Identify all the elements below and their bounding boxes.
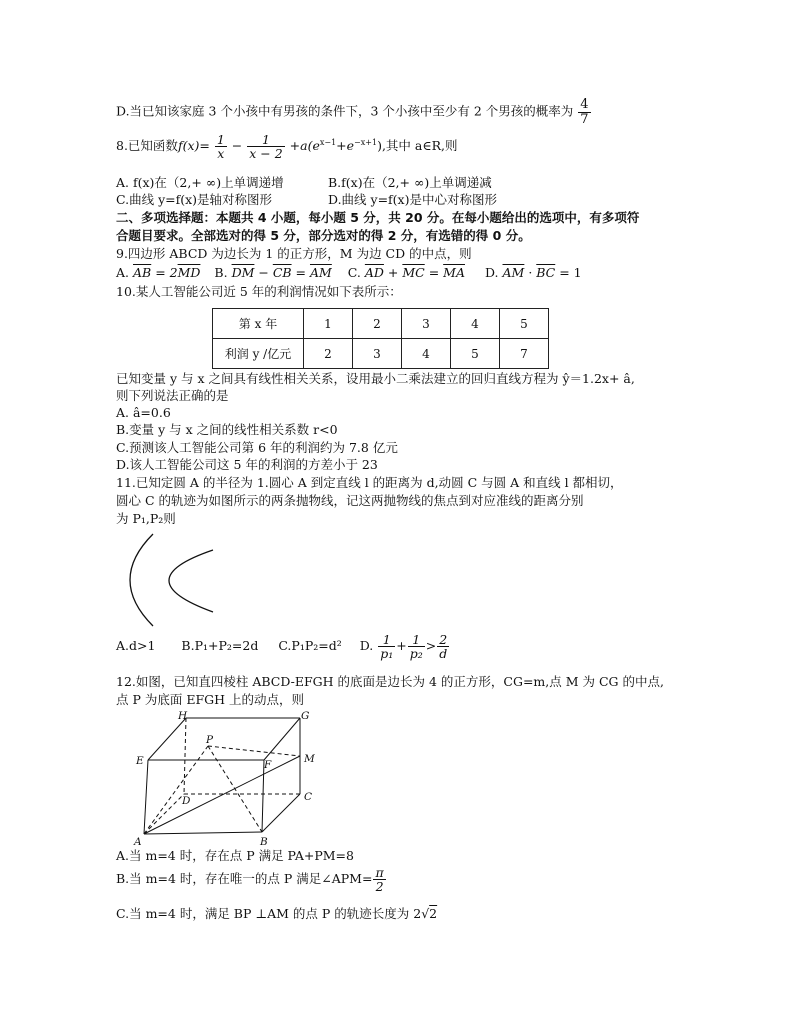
edge-he	[148, 718, 186, 760]
segment-ap	[144, 746, 208, 834]
fraction-1-x-2: $\frac{1}{x - 2}$	[249, 132, 283, 162]
section-heading-line2: 合题目要求。全部选对的得 5 分，部分选对的得 2 分，有选错的得 0 分。	[116, 228, 531, 243]
table-cell: 2	[353, 309, 402, 339]
q9-option-b: B. $\overline{DM} - \overline{CB} = \overline{AM}$	[214, 265, 332, 280]
fraction-pi-2: $\frac{\pi}{2}$	[375, 865, 384, 895]
table-cell: 1	[304, 309, 353, 339]
label-h: H	[178, 710, 188, 722]
label-f: F	[264, 759, 272, 771]
q9-option-c: C. $\overline{AD} + \overline{MC} = \overline{MA}$	[347, 265, 465, 280]
table-cell: 3	[402, 309, 451, 339]
table-cell: 3	[353, 339, 402, 369]
edge-hd-hidden	[184, 718, 186, 794]
q9-option-a: A. $\overline{AB} = 2\overline{MD}$	[116, 265, 201, 280]
label-p: P	[206, 734, 214, 746]
edge-ab	[144, 832, 262, 834]
parabola-figure	[115, 528, 225, 638]
fraction-4-7: $\frac{4}{7}$	[580, 97, 589, 127]
label-m: M	[304, 753, 315, 765]
fraction-1-x: $\frac{1}{x}$	[216, 132, 225, 162]
label-a: A	[134, 836, 142, 848]
parabola-right	[169, 550, 213, 612]
q11-line2: 圆心 C 的轨迹为如图所示的两条抛物线，记这两抛物线的焦点到对应准线的距离分别	[116, 493, 584, 508]
q9-option-d: D. $\overline{AM} \cdot \overline{BC} = 1$	[484, 265, 582, 280]
table-cell: 4	[451, 309, 500, 339]
q12-line1: 12.如图，已知直四棱柱 ABCD-EFGH 的底面是边长为 4 的正方形，CG=m,点 M 为 CG 的中点,	[116, 674, 664, 689]
segment-am	[144, 756, 300, 834]
q10-stem: 10.某人工智能公司近 5 年的利润情况如下表所示：	[116, 284, 402, 299]
q10-option-b: B.变量 y 与 x 之间的线性相关系数 r<0	[116, 422, 338, 437]
table-header-profit: 利润 y /亿元	[213, 339, 304, 369]
q9-stem: 9.四边形 ABCD 为边长为 1 的正方形，M 为边 CD 的中点，则	[116, 246, 472, 261]
table-cell: 5	[500, 309, 549, 339]
label-b: B	[260, 836, 268, 848]
q11-option-b: B.P₁+P₂=2d	[181, 638, 259, 654]
edge-ea	[144, 760, 148, 834]
sqrt-sign: √	[421, 906, 430, 921]
option-d-text: D.当已知该家庭 3 个小孩中有男孩的条件下，3 个小孩中至少有 2 个男孩的概率为	[116, 103, 574, 119]
q11-options	[116, 633, 450, 660]
q11-line1: 11.已知定圆 A 的半径为 1.圆心 A 到定直线 l 的距离为 d,动圆 C 与圆 A 和直线 l 都相切，	[116, 475, 623, 490]
q11-option-c: C.P₁P₂=d²	[278, 638, 342, 654]
section-heading-line1: 二、多项选择题：本题共 4 小题，每小题 5 分，共 20 分。在每小题给出的选项中，有多项符	[116, 210, 640, 225]
q8-stem: 8.已知函数f(x)= $\frac{1}{x}$ − $\frac{1}{x - 2}$ $+a(e^{x-1}+e^{-x+1})$,其中 a∈R,则	[116, 132, 458, 162]
label-g: G	[301, 710, 310, 722]
q11-option-a: A.d>1	[116, 638, 156, 654]
q8-option-d: D.曲线 y=f(x)是中心对称图形	[328, 192, 497, 207]
fraction-1-p1: $\frac{1}{\text{p₁}}$	[380, 632, 394, 662]
table-header-year: 第 x 年	[213, 309, 304, 339]
edge-bc	[262, 794, 300, 832]
edge-gf	[264, 718, 300, 760]
option-d-probability	[116, 98, 592, 126]
label-d: D	[182, 795, 191, 807]
q12-line2: 点 P 为底面 EFGH 上的动点，则	[116, 692, 304, 707]
fraction-1-p2: $\frac{1}{\text{p₂}}$	[409, 632, 423, 662]
q8-option-b: B.f(x)在（2,+ ∞)上单调递减	[328, 175, 492, 190]
q10-option-c: C.预测该人工智能公司第 6 年的利润约为 7.8 亿元	[116, 440, 398, 455]
q9-options	[116, 266, 582, 280]
q10-option-d: D.该人工智能公司这 5 年的利润的方差小于 23	[116, 457, 378, 472]
segment-pm	[208, 746, 300, 756]
parabola-left	[130, 534, 153, 626]
edge-ad-hidden	[144, 794, 184, 834]
segment-pb	[208, 746, 262, 832]
table-cell: 5	[451, 339, 500, 369]
q10-desc-line1: 已知变量 y 与 x 之间具有线性相关关系，设用最小二乘法建立的回归直线方程为 ŷ＝1.2x+ â,	[116, 371, 635, 386]
profit-table	[212, 308, 549, 369]
q8-option-c: C.曲线 y=f(x)是轴对称图形	[116, 192, 273, 207]
q8-option-a: A. f(x)在（2,+ ∞)上单调递增	[116, 175, 284, 190]
table-row	[213, 309, 549, 339]
table-row	[213, 339, 549, 369]
fraction-2-d: $\frac{2}{d}$	[439, 632, 448, 662]
label-c: C	[304, 791, 313, 803]
table-cell: 4	[402, 339, 451, 369]
label-e: E	[136, 755, 144, 767]
table-cell: 2	[304, 339, 353, 369]
q11-option-d: D. $\frac{1}{\text{p₁}}$ + $\frac{1}{\text{p₂}}$ > $\frac{2}{d}$	[359, 632, 448, 662]
q12-option-a: A.当 m=4 时，存在点 P 满足 PA+PM=8	[116, 848, 354, 863]
q12-option-b: B.当 m=4 时，存在唯一的点 P 满足∠APM= $\frac{\pi}{2}$	[116, 865, 384, 895]
q10-option-a: A. â=0.6	[116, 405, 171, 420]
prism-figure	[128, 708, 328, 848]
q10-desc-line2: 则下列说法正确的是	[116, 388, 229, 403]
table-cell: 7	[500, 339, 549, 369]
q11-line3: 为 P₁,P₂则	[116, 511, 176, 526]
q12-option-c: C.当 m=4 时，满足 BP ⊥AM 的点 P 的轨迹长度为 2√2	[116, 906, 438, 921]
